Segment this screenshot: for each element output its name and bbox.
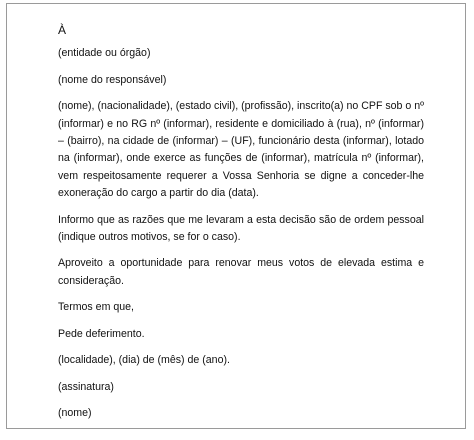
reasons-paragraph: Informo que as razões que me levaram a esta decisão são de ordem pessoal (indique outros motivos, se for o caso). <box>58 213 424 244</box>
signature-line: (assinatura) <box>58 380 114 393</box>
terms-line: Termos em que, <box>58 301 134 314</box>
document-page <box>6 3 466 429</box>
letter-content <box>58 22 424 431</box>
responsible-line: (nome do responsável) <box>58 73 167 86</box>
place-date-line: (localidade), (dia) de (mês) de (ano). <box>58 354 230 367</box>
signer-name-line: (nome) <box>58 406 92 419</box>
salutation: À <box>58 23 67 37</box>
entity-line: (entidade ou órgão) <box>58 47 151 60</box>
request-line: Pede deferimento. <box>58 327 145 340</box>
closing-regards-paragraph: Aproveito a oportunidade para renovar meus votos de elevada estima e consideração. <box>58 257 424 287</box>
request-body-paragraph: (nome), (nacionalidade), (estado civil), (profissão), inscrito(a) no CPF sob o nº (informar) e no RG nº (informar), residente e domiciliado à (rua), nº (informar) – (bairro), na cidade de (informar) – (UF), funcionário desta (informar), lotado na (informar), onde exerce as funções de (informar), matrícula nº (informar), vem respeitosamente requerer a Vossa Senhoria se digne a conceder-lhe exoneração do cargo a partir do dia (data). <box>58 100 424 200</box>
